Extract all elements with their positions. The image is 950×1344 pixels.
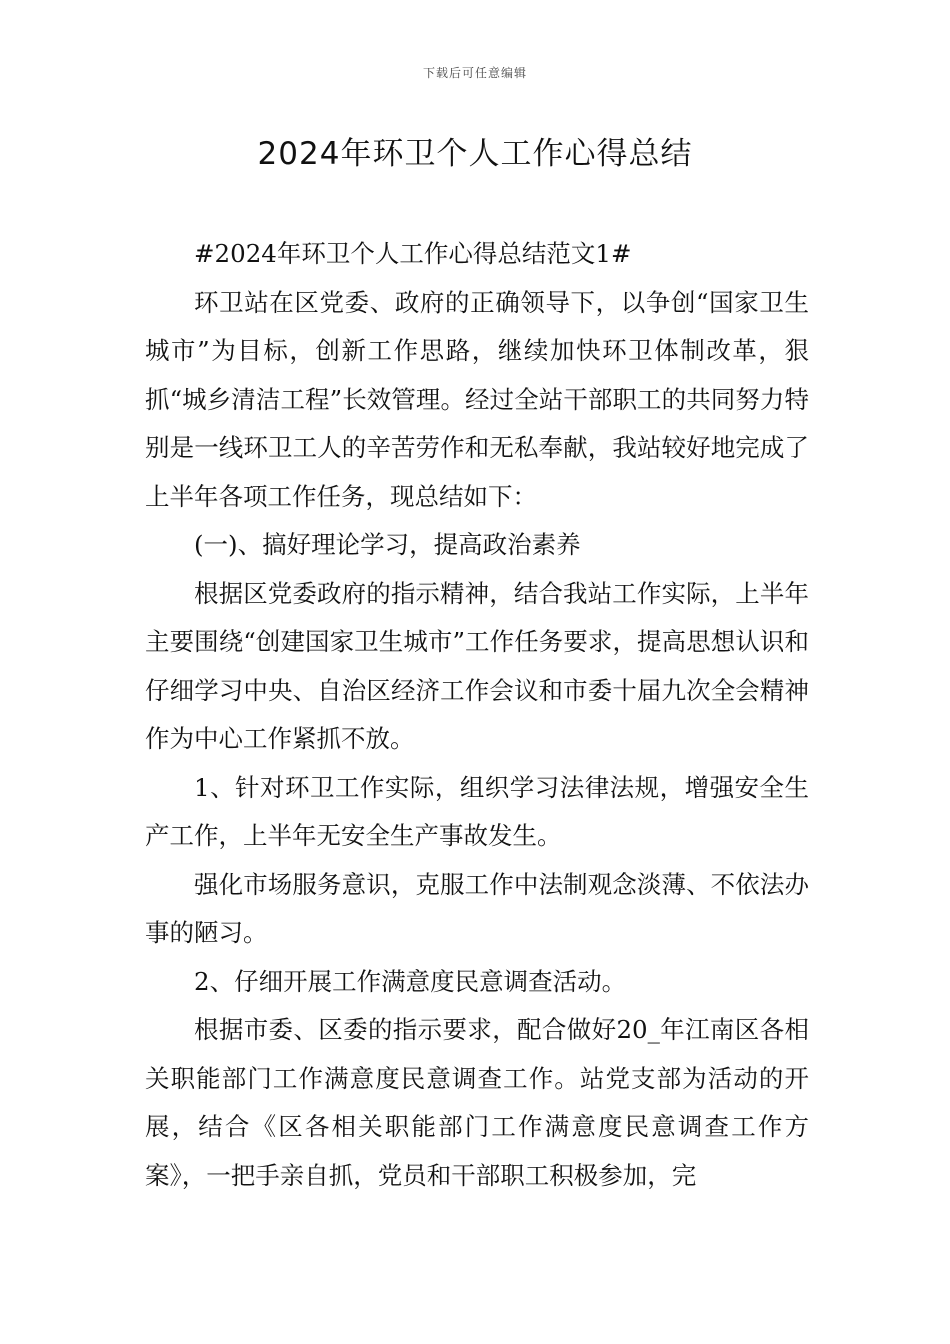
document-title: 2024年环卫个人工作心得总结: [257, 136, 693, 172]
paragraph-intro: 环卫站在区党委、政府的正确领导下，以争创“国家卫生城市”为目标，创新工作思路，继续加快环卫体制改革，狠抓“城乡清洁工程”长效管理。经过全站干部职工的共同努力特别是一线环卫工人的辛苦劳作和无私奉献，我站较好地完成了上半年各项工作任务，现总结如下：: [145, 287, 809, 511]
list-item-1: 1、针对环卫工作实际，组织学习法律法规，增强安全生产工作，上半年无安全生产事故发生。: [145, 772, 809, 850]
list-item-2: 2、仔细开展工作满意度民意调查活动。: [194, 966, 627, 996]
subsection-heading-1: (一)、搞好理论学习，提高政治素养: [194, 530, 581, 559]
paragraph: 强化市场服务意识，克服工作中法制观念淡薄、不依法办事的陋习。: [145, 869, 809, 947]
paragraph: 根据市委、区委的指示要求，配合做好20_年江南区各相关职能部门工作满意度民意调查工作。站党支部为活动的开展，结合《区各相关职能部门工作满意度民意调查工作方案》，一把手亲自抓，党员和干部职工积极参加，完: [145, 1015, 809, 1190]
section-heading-1: #2024年环卫个人工作心得总结范文1#: [194, 239, 632, 268]
document-body: [145, 230, 809, 1200]
page-header-note: 下载后可任意编辑: [422, 66, 527, 80]
paragraph: 根据区党委政府的指示精神，结合我站工作实际，上半年主要围绕“创建国家卫生城市”工作任务要求，提高思想认识和仔细学习中央、自治区经济工作会议和市委十届九次全会精神作为中心工作紧抓不放。: [145, 578, 809, 753]
